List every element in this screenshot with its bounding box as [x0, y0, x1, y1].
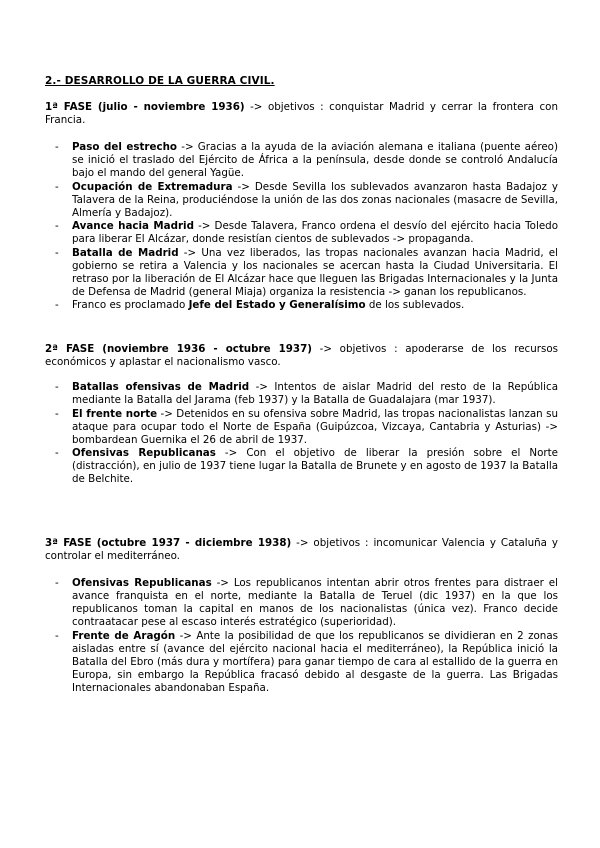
phase-3-objective: -> objetivos : incomunicar Valencia y Cataluña y controlar el mediterráneo. [45, 537, 559, 562]
list-item: - Avance hacia Madrid -> Desde Talavera, Franco ordena el desvío del ejército hacia Toledo para liberar El Alcázar, donde resistían cientos de sublevados -> propaganda. [55, 220, 558, 246]
phase-1-header [45, 101, 558, 127]
phase-3-list [55, 577, 558, 695]
phase-2-title: 2ª FASE (noviembre 1936 - octubre 1937) [45, 343, 312, 355]
phase-3-header [45, 537, 558, 563]
list-item: - El frente norte -> Detenidos en su ofensiva sobre Madrid, las tropas nacionalistas lanzan su ataque para ocupar todo el Norte de España (Guipúzcoa, Vizcaya, Cantabria y Asturias) -> bombardean Guernika el 26 de abril de 1937. [55, 407, 558, 446]
phase-2-header [45, 343, 558, 369]
phase-2-list [55, 381, 558, 487]
list-item: - Ofensivas Republicanas -> Los republicanos intentan abrir otros frentes para distraer el avance franquista en el norte, mediante la Batalla de Teruel (dic 1937) en la que los republicanos toman la capital en manos de los nacionalistas (única vez). Franco decide contraatacar pese al escaso interés estratégico (superioridad). [55, 577, 558, 628]
phase-1-objective: -> objetivos : conquistar Madrid y cerrar la frontera con Francia. [45, 101, 558, 126]
section-heading: 2.- DESARROLLO DE LA GUERRA CIVIL. [45, 75, 275, 87]
phase-2-objective: -> objetivos : apoderarse de los recursos económicos y aplastar el nacionalismo vasco. [45, 343, 558, 368]
list-item: - Batalla de Madrid -> Una vez liberados, las tropas nacionales avanzan hacia Madrid, el gobierno se retira a Valencia y los nacionales se acercan hasta la Ciudad Universitaria. El retraso por la liberación de El Alcázar hace que lleguen las Brigadas Internacionales y la Junta de Defensa de Madrid (general Miaja) organiza la resistencia -> ganan los republicanos. [55, 246, 558, 298]
phase-1-list [55, 141, 558, 313]
phase-1-title: 1ª FASE (julio - noviembre 1936) [45, 101, 245, 113]
list-item: - Ocupación de Extremadura -> Desde Sevilla los sublevados avanzaron hasta Badajoz y Talavera de la Reina, produciéndose la unión de las dos zonas nacionales (masacre de Sevilla, Almería y Badajoz). [55, 180, 558, 219]
list-item: - Batallas ofensivas de Madrid -> Intentos de aislar Madrid del resto de la República mediante la Batalla del Jarama (feb 1937) y la Batalla de Guadalajara (mar 1937). [55, 381, 559, 406]
list-item: - Franco es proclamado Jefe del Estado y Generalísimo de los sublevados. [55, 299, 465, 312]
list-item: - Ofensivas Republicanas -> Con el objetivo de liberar la presión sobre el Norte (distracción), en julio de 1937 tiene lugar la Batalla de Brunete y en agosto de 1937 la Batalla de Belchite. [55, 447, 558, 486]
list-item: - Paso del estrecho -> Gracias a la ayuda de la aviación alemana e italiana (puente aéreo) se inició el traslado del Ejército de África a la península, desde donde se controló Andalucía bajo el mando del general Yagüe. [55, 141, 558, 179]
list-item: - Frente de Aragón -> Ante la posibilidad de que los republicanos se dividieran en 2 zonas aisladas entre sí (avance del ejército nacional hacia el mediterráneo), la República inició la Batalla del Ebro (más dura y mortífera) para ganar tiempo de cara al estallido de la guerra en Europa, sin embargo la República fracasó debido al desgaste de la guerra. Las Brigadas Internacionales abandonaban España. [55, 629, 559, 694]
phase-3-title: 3ª FASE (octubre 1937 - diciembre 1938) [45, 537, 292, 549]
